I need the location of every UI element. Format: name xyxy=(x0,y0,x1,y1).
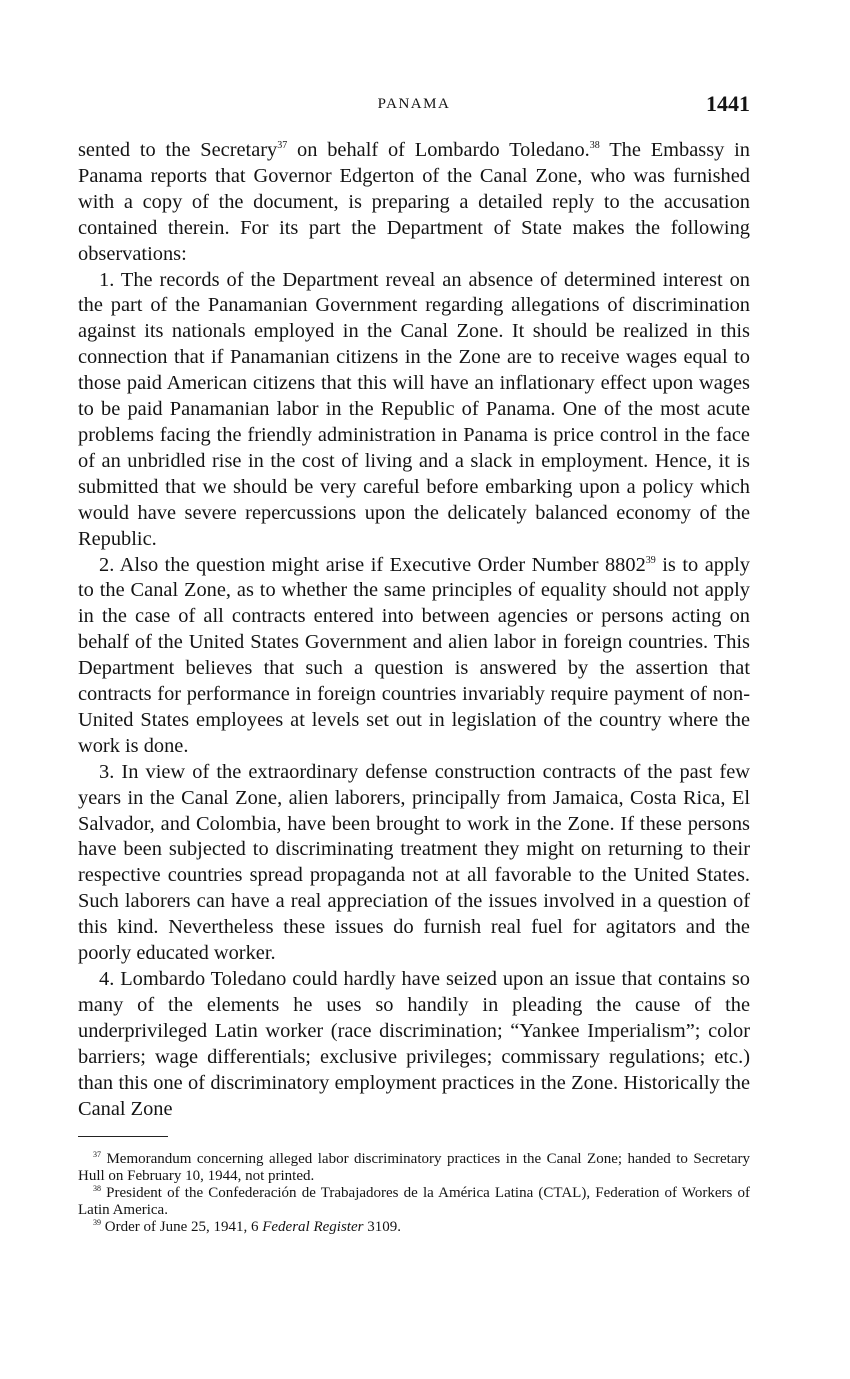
footnote-ref-38: 38 xyxy=(589,140,600,151)
page-number: 1441 xyxy=(706,91,750,116)
footnotes xyxy=(78,1151,750,1236)
footnote-text: Order of June 25, 1941, 6 xyxy=(101,1219,263,1236)
paragraph-continuation xyxy=(78,138,750,268)
footnote-mark: 37 xyxy=(93,1150,101,1160)
footnote-text: 3109. xyxy=(363,1219,401,1236)
paragraph-observation-1: 1. The records of the Department reveal an absence of determined interest on the part of the Panamanian Government regarding allegations of discrimination against its nationals employed in the Canal Zone. It should be realized in this connection that if Panamanian citizens in the Zone are to receive wages equal to those paid American citizens that this will have an inflationary effect upon wages to be paid Panamanian labor in the Republic of Panama. One of the most acute problems facing the friendly administration in Panama is price control in the face of an unbridled rise in the cost of living and a slack in employment. Hence, it is submitted that we should be very careful before embarking upon a policy which would have severe repercussions upon the delicately balanced economy of the Republic. xyxy=(78,268,750,550)
paragraph-observation-3: 3. In view of the extraordinary defense construction contracts of the past few years in the Canal Zone, alien laborers, principally from Jamaica, Costa Rica, El Salvador, and Colombia, have been brought to work in the Zone. If these persons have been subjected to discriminating treatment they might on returning to their respective countries spread propaganda not at all favorable to the United States. Such laborers can have a real appreciation of the issues involved in a question of this kind. Nevertheless these issues do furnish real fuel for agitators and the poorly educated worker. xyxy=(78,760,750,965)
paragraph-text: sented to the Secretary xyxy=(78,139,278,161)
body-text xyxy=(78,138,750,1122)
paragraph-observation-2 xyxy=(78,553,750,760)
paragraph-observation-4: 4. Lombardo Toledano could hardly have seized upon an issue that contains so many of the elements he uses so handily in pleading the cause of the underprivileged Latin worker (race discrimination; “Yankee Imperialism”; color barriers; wage differentials; exclusive privileges; commissary regulations; etc.) than this one of discriminatory employment practices in the Zone. Historically the Canal Zone xyxy=(78,968,750,1120)
paragraph-text: is to apply to the Canal Zone, as to whether the same principles of equality should not apply in the case of all contracts entered into between agencies or persons acting on behalf of the United States Government and alien labor in foreign countries. This Department believes that such a question is answered by the assertion that contracts for performance in foreign countries invariably require payment of non-United States employees at levels set out in legislation of the country where the work is done. xyxy=(78,553,751,757)
footnote-text: Memorandum concerning alleged labor discriminatory practices in the Canal Zone; handed to Secretary Hull on February 10, 1944, not printed. xyxy=(78,1151,750,1185)
footnote-ref-37: 37 xyxy=(277,140,288,151)
footnote-mark: 38 xyxy=(93,1184,101,1194)
footnote-text: President of the Confederación de Trabajadores de la América Latina (CTAL), Federation of Workers of Latin America. xyxy=(78,1185,750,1219)
footnote-mark: 39 xyxy=(93,1218,101,1228)
paragraph-text: 2. Also the question might arise if Executive Order Number 8802 xyxy=(99,553,646,576)
footnote-italic-title: Federal Register xyxy=(262,1219,364,1236)
footnote-ref-39: 39 xyxy=(645,554,656,566)
document-page xyxy=(78,88,750,1236)
footnote-37 xyxy=(78,1151,750,1185)
footnote-38 xyxy=(78,1185,750,1219)
paragraph-text: on behalf of Lombardo Toledano. xyxy=(287,139,590,161)
footnote-divider xyxy=(78,1136,168,1137)
footnote-39 xyxy=(78,1219,750,1236)
paragraph-text: The Embassy in Panama reports that Governor Edgerton of the Canal Zone, who was furnished with a copy of the document, is preparing a detailed reply to the accusation contained therein. For its part the Department of State makes the following observations: xyxy=(78,139,750,265)
running-title: PANAMA xyxy=(377,96,451,112)
running-head xyxy=(78,88,750,124)
